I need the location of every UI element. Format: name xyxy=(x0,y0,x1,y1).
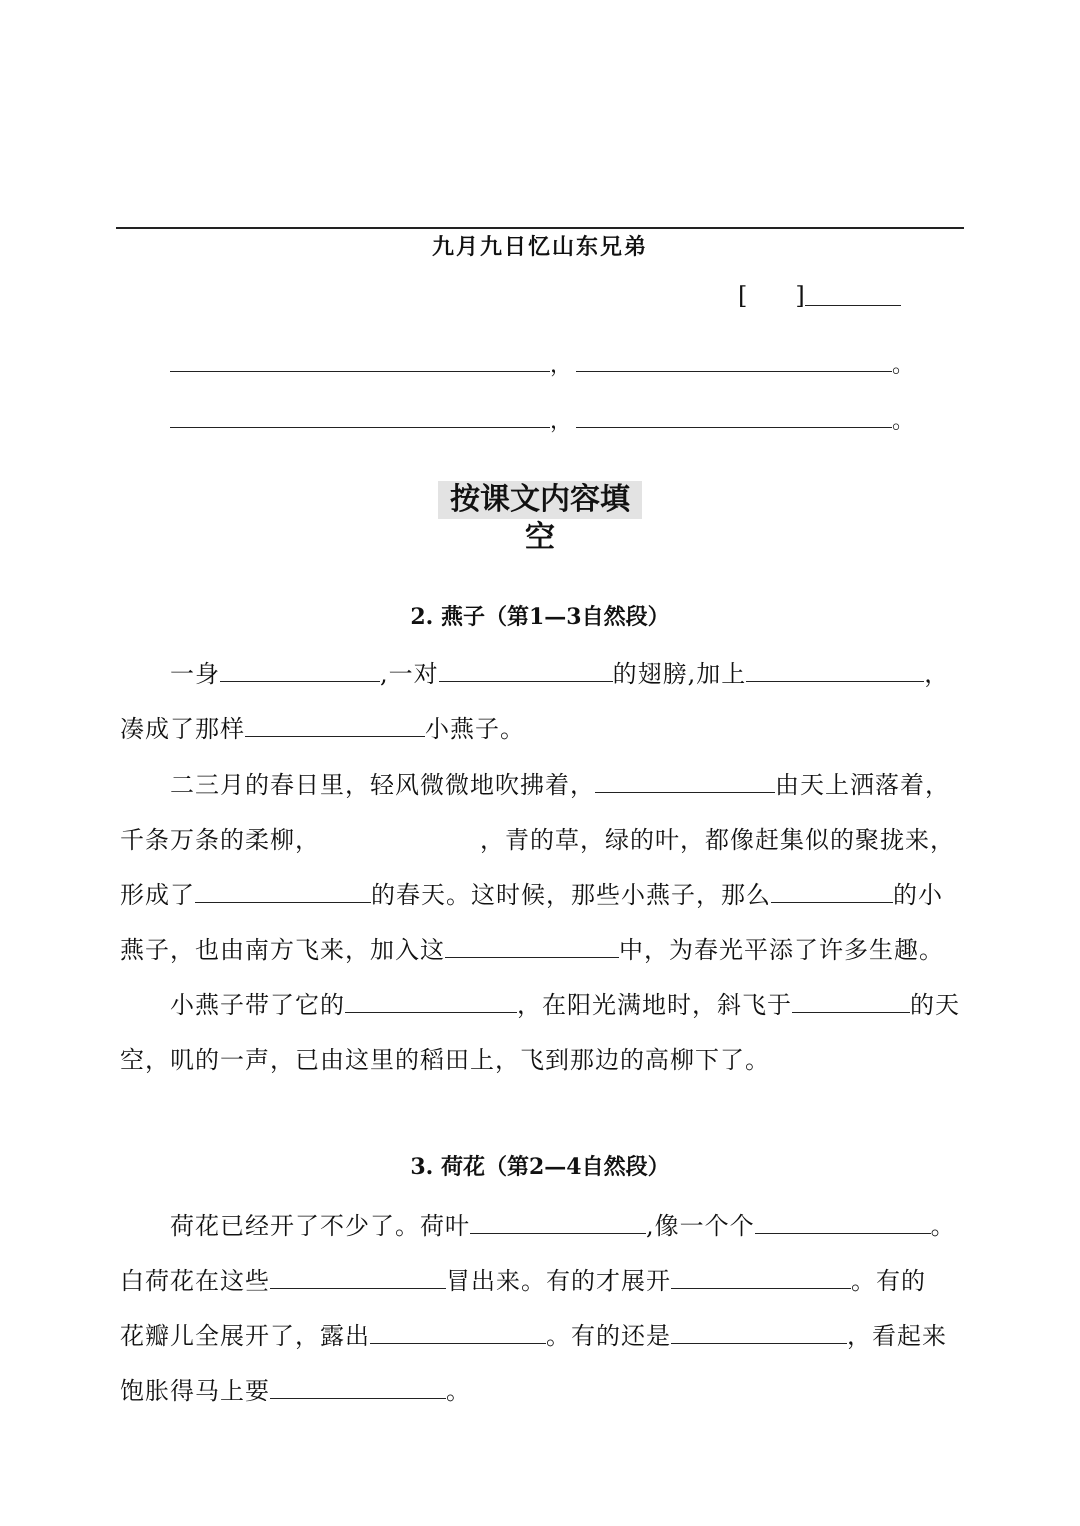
poem-blank[interactable] xyxy=(170,417,550,428)
fill-blank[interactable] xyxy=(345,998,517,1013)
bracket-close: ] xyxy=(795,282,805,310)
poem-title: 九月九日忆山东兄弟 xyxy=(431,234,648,260)
fill-blank[interactable] xyxy=(195,888,371,903)
fill-blank[interactable] xyxy=(439,667,613,682)
poem-blank[interactable] xyxy=(576,361,892,372)
fill-blank[interactable] xyxy=(595,778,775,793)
author-line xyxy=(738,282,901,310)
swallow-line-7: 小燕子带了它的 ，在阳光满地时，斜飞于 的天 xyxy=(170,991,960,1019)
lotus-line-1: 荷花已经开了不少了。荷叶 ,像一个个 。 xyxy=(170,1212,956,1240)
swallow-line-6: 燕子，也由南方飞来，加入这 中，为春光平添了许多生趣。 xyxy=(120,936,944,964)
fill-blank[interactable] xyxy=(671,1329,847,1344)
fill-blank[interactable] xyxy=(671,1274,851,1289)
fill-blank[interactable] xyxy=(270,1274,446,1289)
poem-blank[interactable] xyxy=(576,417,892,428)
fill-blank[interactable] xyxy=(755,1219,931,1234)
lotus-line-4: 饱胀得马上要 。 xyxy=(120,1377,471,1405)
poem-line-1: ， 。 xyxy=(170,348,914,379)
fill-blank[interactable] xyxy=(792,998,910,1013)
fill-blank[interactable] xyxy=(746,667,924,682)
fill-blank[interactable] xyxy=(245,722,425,737)
fill-blank[interactable] xyxy=(370,1329,546,1344)
swallow-title: 2. 燕子（第1—3自然段） xyxy=(410,604,670,630)
poem-blank[interactable] xyxy=(170,361,550,372)
section-heading: 按课文内容填空 xyxy=(438,481,642,519)
lotus-line-2: 白荷花在这些 冒出来。有的才展开 。有的 xyxy=(120,1267,926,1295)
fill-blank[interactable] xyxy=(445,943,619,958)
swallow-line-8: 空，叽的一声，已由这里的稻田上，飞到那边的高柳下了。 xyxy=(120,1046,770,1074)
fill-blank[interactable] xyxy=(220,667,380,682)
swallow-line-2: 凑成了那样 小燕子。 xyxy=(120,715,525,743)
top-rule xyxy=(116,227,964,229)
swallow-line-4: 千条万条的柔柳， ，青的草，绿的叶，都像赶集似的聚拢来， xyxy=(120,826,955,854)
poem-line-2: ， 。 xyxy=(170,404,914,435)
lotus-title: 3. 荷花（第2—4自然段） xyxy=(410,1154,670,1180)
swallow-line-1: 一身 ,一对 的翅膀,加上 ， xyxy=(170,660,950,688)
lotus-line-3: 花瓣儿全展开了，露出 。有的还是 ，看起来 xyxy=(120,1322,947,1350)
fill-blank[interactable] xyxy=(771,888,893,903)
fill-blank[interactable] xyxy=(270,1384,446,1399)
swallow-line-5: 形成了 的春天。这时候，那些小燕子，那么 的小 xyxy=(120,881,943,909)
bracket-open: [ xyxy=(738,282,748,310)
swallow-line-3: 二三月的春日里，轻风微微地吹拂着， 由天上洒落着， xyxy=(170,771,950,799)
fill-blank[interactable] xyxy=(470,1219,646,1234)
author-blank[interactable] xyxy=(805,291,901,306)
